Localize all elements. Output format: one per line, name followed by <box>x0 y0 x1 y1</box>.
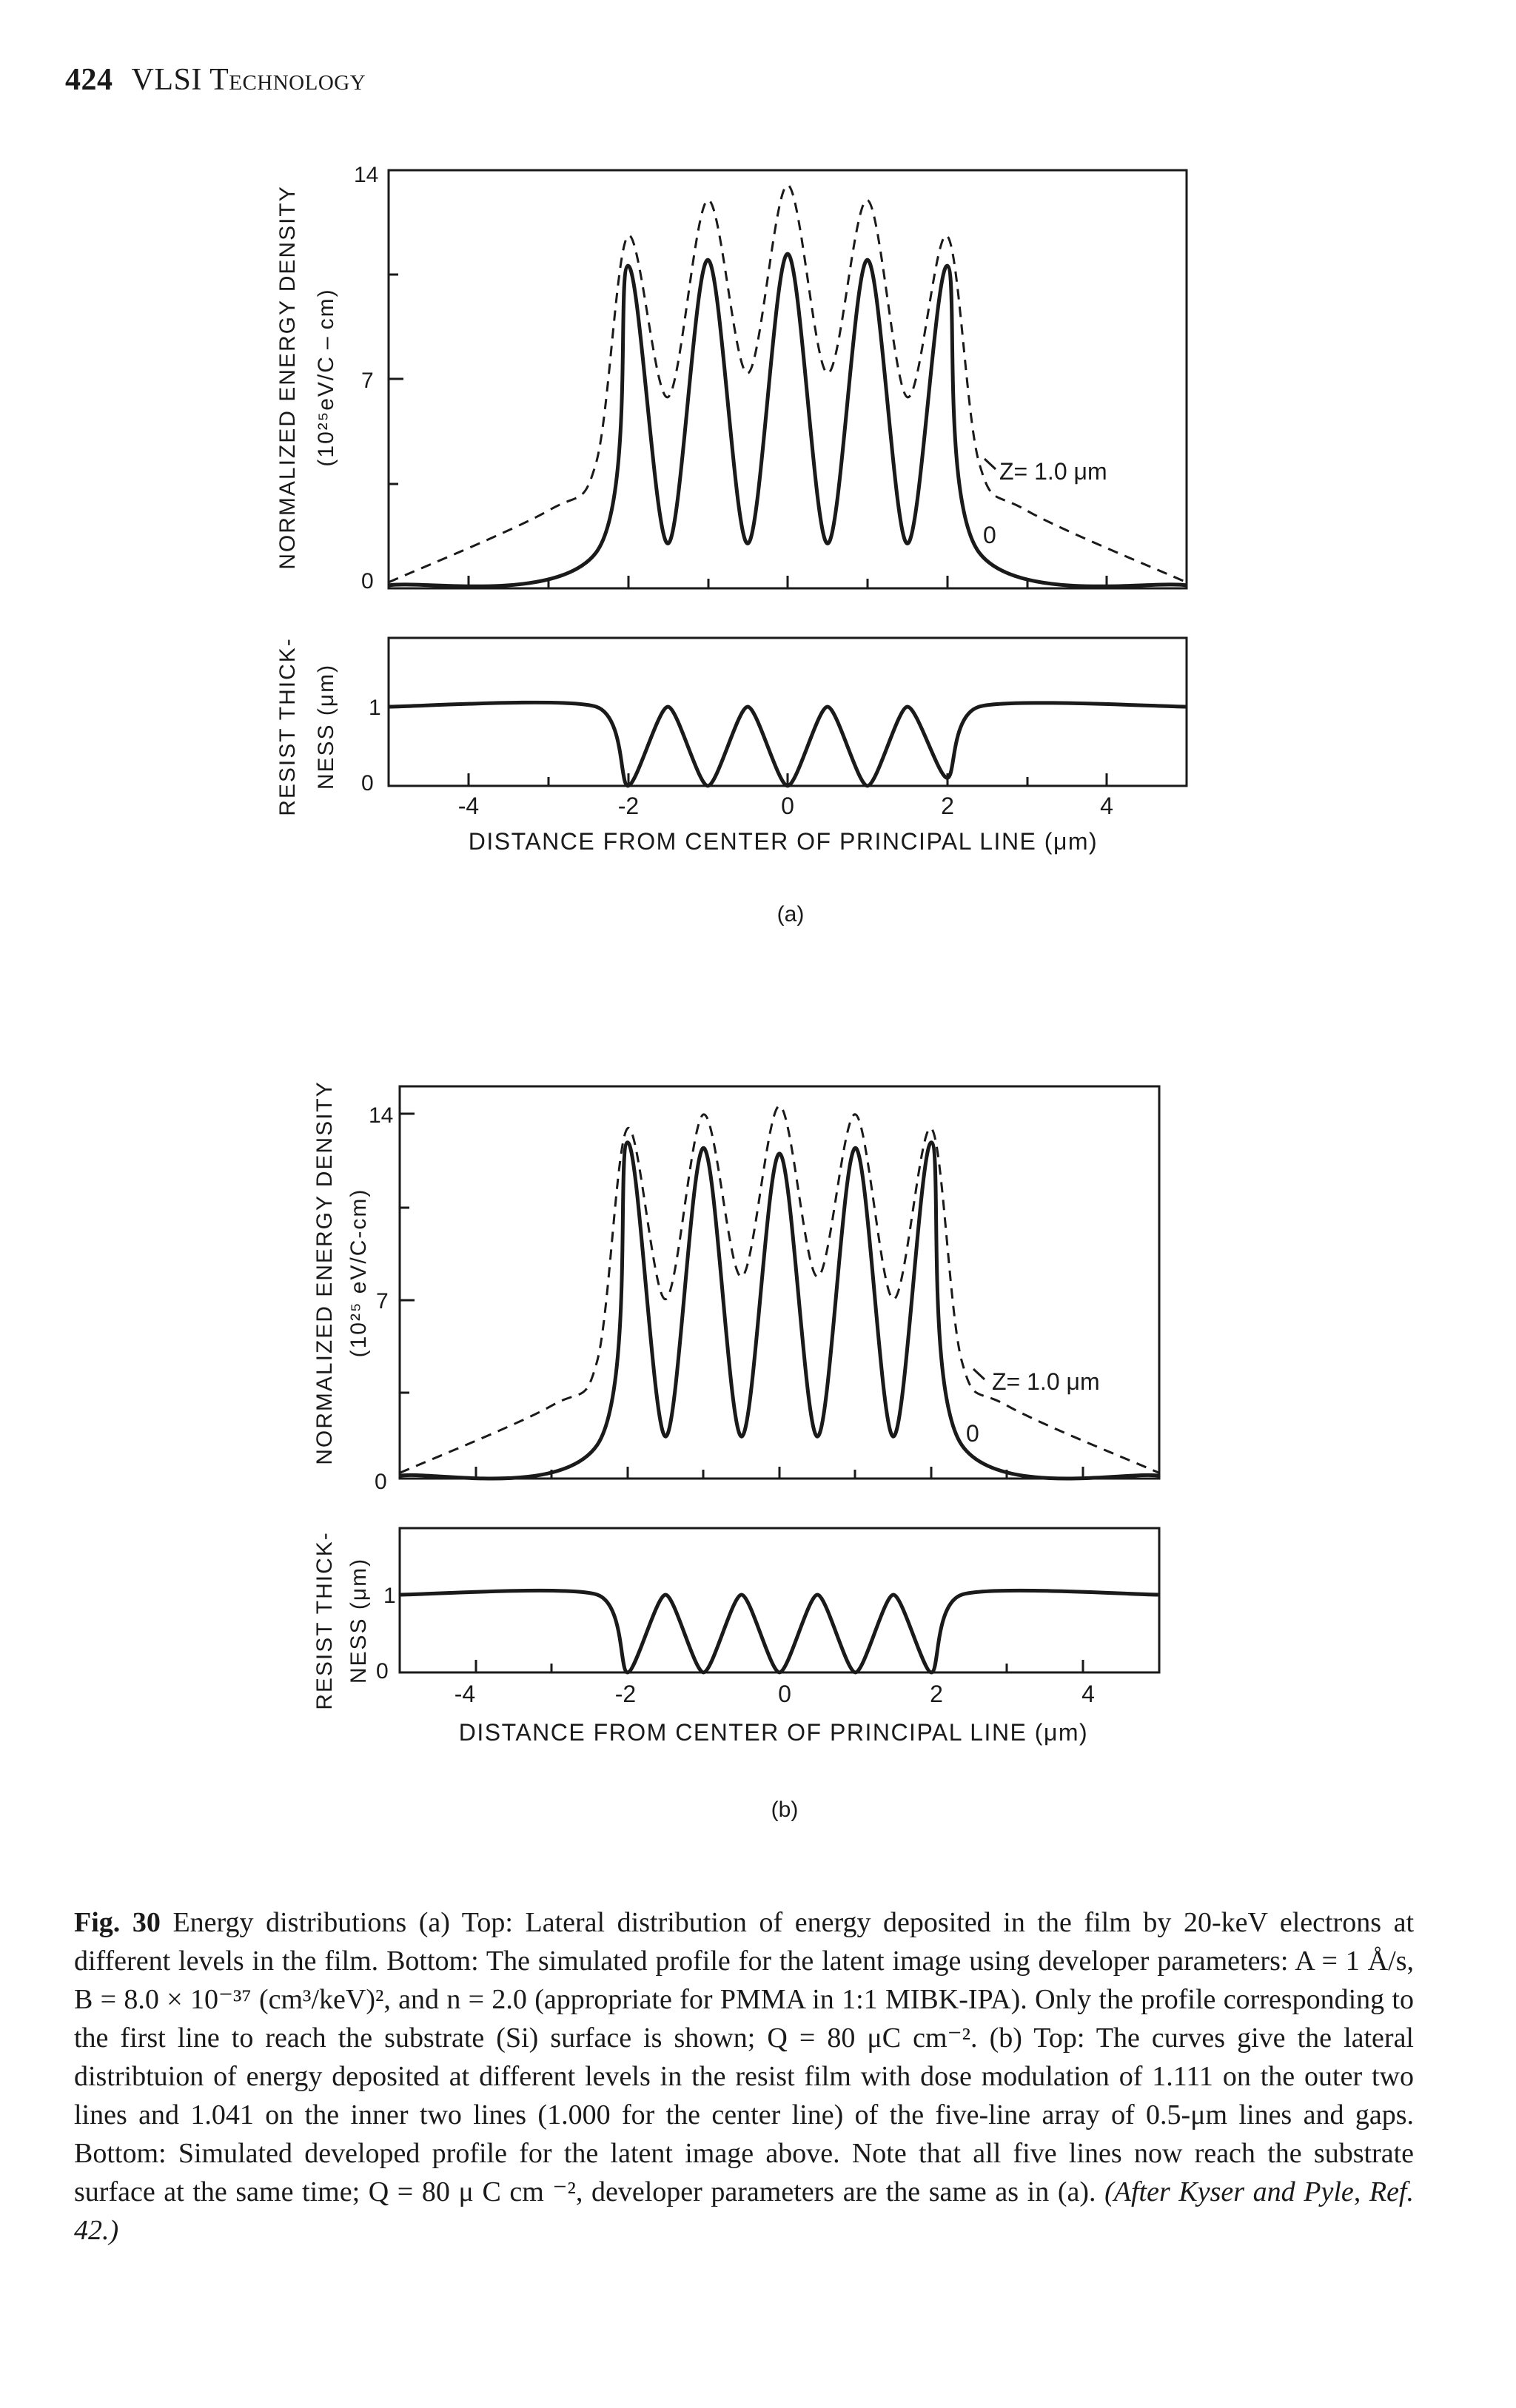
panel-a-bottom-frame <box>389 638 1187 786</box>
panel-b-label: (b) <box>771 1797 799 1822</box>
panel-a-top-frame <box>389 170 1187 588</box>
panel-a-top-ylabel-line1: NORMALIZED ENERGY DENSITY <box>275 185 300 570</box>
panel-b-xtick-2: 2 <box>930 1681 943 1707</box>
panel-a <box>275 163 1187 926</box>
figure-caption <box>74 1903 1414 2250</box>
panel-b-ytick-7: 7 <box>376 1289 389 1314</box>
panel-b-ytick-14: 14 <box>369 1103 394 1128</box>
panel-b-bottom-ytick-0: 0 <box>376 1659 389 1684</box>
panel-b-bottom-ylabel-line1: RESIST THICK- <box>312 1531 337 1710</box>
panel-a-bottom-ytick-1: 1 <box>369 696 381 720</box>
panel-b-bottom-frame <box>400 1528 1159 1672</box>
panel-a-top-xticks <box>469 576 1107 588</box>
panel-b-top-ylabel-line2: (10²⁵ eV/C-cm) <box>346 1188 371 1358</box>
panel-b-resist-profile <box>400 1590 1159 1672</box>
panel-b-ytick-0: 0 <box>375 1470 387 1494</box>
panel-a-xtick-2: 2 <box>941 793 954 819</box>
panel-a-xtick-4: 4 <box>1100 793 1113 819</box>
panel-b-bottom-ytick-1: 1 <box>383 1584 396 1608</box>
caption-text: Energy distributions (a) Top: Lateral distribution of energy deposited in the film by 20-keV electrons at different levels in the film. Bottom: The simulated profile for the latent image using developer parameters: A = 1 Å/s, B = 8.0 × 10⁻³⁷ (cm³/keV)², and n = 2.0 (appropriate for PMMA in 1:1 MIBK-IPA). Only the profile corresponding to the first line to reach the substrate (Si) surface is shown; Q = 80 μC cm⁻². (b) Top: The curves give the lateral distribtuion of energy deposited at different levels in the resist film with dose modulation of 1.111 on the outer two lines and 1.041 on the inner two lines (1.000 for the center line) of the five-line array of 0.5-μm lines and gaps. Bottom: Simulated developed profile for the latent image above. Note that all five lines now reach the substrate surface at the same time; Q = 80 μ C cm ⁻², developer parameters are the same as in (a). <box>74 1907 1414 2207</box>
panel-b <box>312 1080 1159 1822</box>
panel-b-xtick-4: 4 <box>1081 1681 1095 1707</box>
panel-b-bottom-ticks <box>400 1595 1083 1672</box>
panel-a-bottom-ylabel-line2: NESS (μm) <box>314 663 338 790</box>
panel-a-xtick-0: 0 <box>781 793 794 819</box>
panel-b-xlabel: DISTANCE FROM CENTER OF PRINCIPAL LINE (μm) <box>458 1719 1089 1746</box>
book-title: VLSI Technology <box>131 63 366 97</box>
panel-a-top-solid-curve <box>389 254 1187 586</box>
panel-a-xtick-m4: -4 <box>457 793 480 819</box>
panel-b-xtick-m2: -2 <box>614 1681 637 1707</box>
panel-b-top-ylabel-line1: NORMALIZED ENERGY DENSITY <box>312 1080 337 1465</box>
page-number: 424 <box>65 63 113 97</box>
panel-a-xtick-m2: -2 <box>617 793 640 819</box>
panel-a-z-leader <box>985 459 996 469</box>
panel-a-xlabel: DISTANCE FROM CENTER OF PRINCIPAL LINE (μm) <box>468 828 1099 855</box>
panel-b-bottom-ylabel-line2: NESS (μm) <box>346 1557 371 1684</box>
panel-b-top-frame <box>400 1086 1159 1479</box>
panel-a-label-0: 0 <box>983 522 996 548</box>
panel-a-label-z: Z= 1.0 μm <box>999 458 1107 485</box>
panel-b-z-leader <box>973 1369 985 1379</box>
panel-b-top-solid-curve <box>400 1143 1159 1479</box>
panel-a-label: (a) <box>777 902 805 926</box>
panel-a-bottom-ticks <box>389 707 1107 786</box>
panel-b-label-0: 0 <box>966 1420 979 1447</box>
panel-b-label-z: Z= 1.0 μm <box>992 1368 1100 1395</box>
panel-b-top-dashed-curve <box>400 1106 1159 1473</box>
panel-a-ytick-7: 7 <box>361 369 374 393</box>
panel-b-xtick-m4: -4 <box>454 1681 476 1707</box>
caption-credit: (After Kyser and Pyle, Ref. 42.) <box>74 2176 1414 2246</box>
panel-b-top-yticks <box>400 1114 415 1393</box>
panel-a-top-yticks <box>389 170 403 484</box>
panel-a-top-dashed-curve <box>389 185 1187 582</box>
panel-b-xtick-0: 0 <box>778 1681 791 1707</box>
panel-a-bottom-ytick-0: 0 <box>361 771 374 796</box>
panel-a-ytick-14: 14 <box>354 163 379 187</box>
panel-a-top-ylabel-line2: (10²⁵eV/C – cm) <box>314 288 338 467</box>
panel-a-ytick-0: 0 <box>361 569 374 593</box>
panel-a-bottom-ylabel-line1: RESIST THICK- <box>275 637 300 816</box>
caption-fig-label: Fig. 30 <box>74 1907 161 1938</box>
